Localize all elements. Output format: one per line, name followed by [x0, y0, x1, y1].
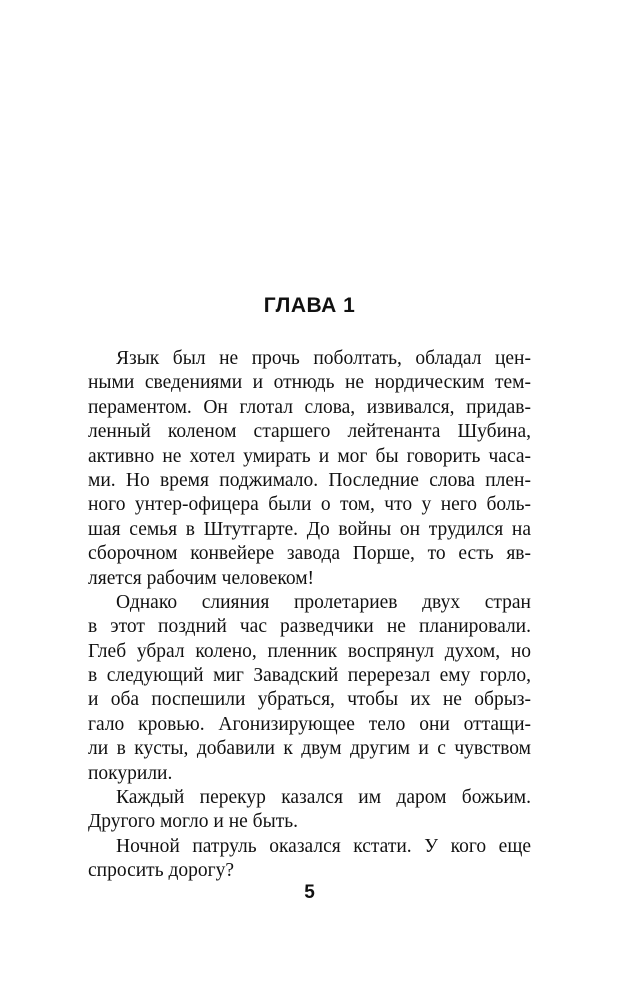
- text-line: в этот поздний час разведчики не планировали.: [88, 616, 531, 638]
- text-line: ными сведениями и отнюдь не нордическим тем-: [88, 372, 531, 394]
- paragraph: [88, 347, 531, 591]
- text-line: спросить дорогу?: [88, 860, 235, 882]
- text-line: Однако слияния пролетариев двух стран: [116, 591, 531, 613]
- text-line: ленный коленом старшего лейтенанта Шубина,: [88, 421, 531, 443]
- page-number: 5: [304, 882, 315, 903]
- text-line: активно не хотел умирать и мог бы говорить часа-: [88, 445, 531, 467]
- body-text: [88, 347, 531, 884]
- text-line: ного унтер-офицера были о том, что у него боль-: [88, 494, 531, 516]
- text-line: ли в кусты, добавили к двум другим и с чувством: [88, 738, 531, 760]
- text-line: сборочном конвейере завода Порше, то есть яв-: [88, 543, 531, 565]
- text-line: пераментом. Он глотал слова, извивался, придав-: [88, 396, 531, 418]
- text-line: покурили.: [88, 762, 173, 784]
- chapter-title: ГЛАВА 1: [263, 294, 356, 317]
- text-line: гало кровью. Агонизирующее тело они оттащи-: [88, 713, 531, 735]
- text-line: и оба поспешили убраться, чтобы их не обрыз-: [88, 689, 531, 711]
- paragraph: [88, 786, 531, 835]
- paragraph: [88, 591, 531, 786]
- text-line: ляется рабочим человеком!: [88, 567, 315, 589]
- text-line: Язык был не прочь поболтать, обладал цен-: [116, 348, 531, 369]
- text-line: ми. Но время поджимало. Последние слова плен-: [88, 469, 531, 491]
- text-line: Ночной патруль оказался кстати. У кого еще: [116, 835, 531, 857]
- paragraph: [88, 835, 531, 884]
- text-line: в следующий миг Завадский перерезал ему горло,: [88, 665, 531, 687]
- text-line: Глеб убрал колено, пленник воспрянул духом, но: [88, 640, 531, 662]
- text-line: Другого могло и не быть.: [88, 811, 298, 833]
- text-line: Каждый перекур казался им даром божьим.: [116, 787, 531, 809]
- text-line: шая семья в Штутгарте. До войны он трудился на: [88, 518, 531, 540]
